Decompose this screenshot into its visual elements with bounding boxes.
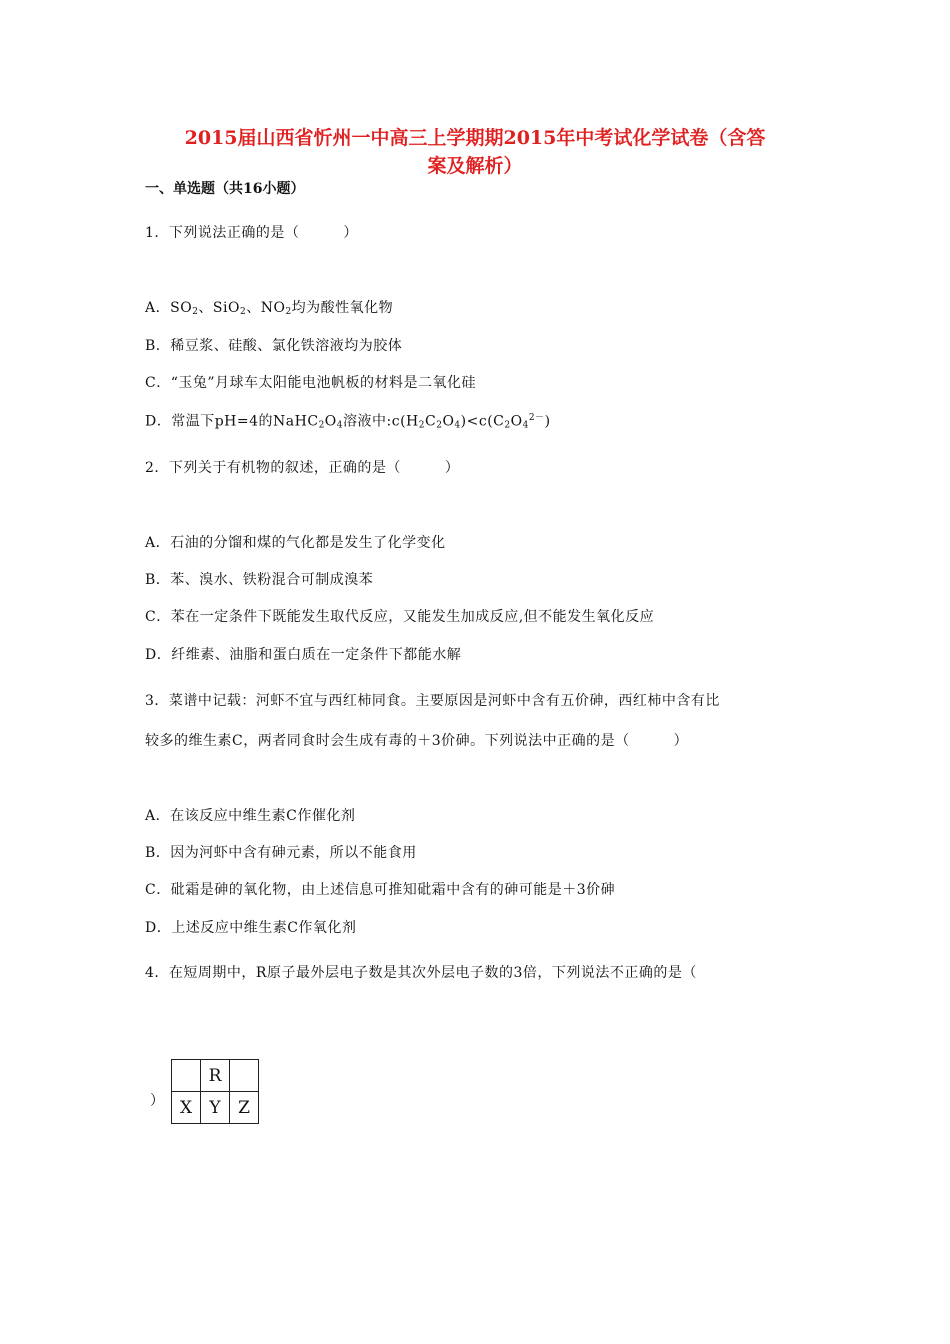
- periodic-table-fragment: [171, 1059, 259, 1124]
- question-2-stem: 2．下列关于有机物的叙述，正确的是（ ）: [145, 460, 460, 476]
- question-1-stem: 1．下列说法正确的是（ ）: [145, 225, 358, 241]
- table-row: [172, 1092, 259, 1124]
- document-title: [130, 124, 820, 180]
- table-cell: [172, 1060, 201, 1092]
- question-1-option-c: C．“玉兔”月球车太阳能电池帆板的材料是二氧化硅: [145, 375, 477, 391]
- question-2-option-a: A．石油的分馏和煤的气化都是发生了化学变化: [145, 535, 446, 551]
- question-3-option-c: C．砒霜是砷的氧化物，由上述信息可推知砒霜中含有的砷可能是＋3价砷: [145, 882, 616, 898]
- question-3-option-b: B．因为河虾中含有砷元素，所以不能食用: [145, 845, 417, 861]
- question-2-option-c: C．苯在一定条件下既能发生取代反应，又能发生加成反应,但不能发生氧化反应: [145, 609, 655, 625]
- question-2-option-d: D．纤维素、油脂和蛋白质在一定条件下都能水解: [145, 647, 462, 663]
- question-4-stem: 4．在短周期中，R原子最外层电子数是其次外层电子数的3倍，下列说法不正确的是（: [145, 965, 697, 981]
- question-3-option-a: A．在该反应中维生素C作催化剂: [145, 808, 356, 824]
- question-3-stem-line-2: 较多的维生素C，两者同食时会生成有毒的＋3价砷。下列说法中正确的是（ ）: [145, 733, 689, 749]
- table-cell-r: R: [201, 1060, 230, 1092]
- question-3-option-d: D．上述反应中维生素C作氧化剂: [145, 920, 357, 936]
- table-cell-y: Y: [201, 1092, 230, 1124]
- question-2-option-b: B．苯、溴水、铁粉混合可制成溴苯: [145, 572, 374, 588]
- question-1-option-b: B．稀豆浆、硅酸、氯化铁溶液均为胶体: [145, 338, 403, 354]
- title-line-2: 案及解析）: [427, 155, 523, 177]
- question-4-closing-paren: ）: [150, 1093, 164, 1109]
- question-1-option-a: A．$SO_2$、SiO$_2$、$NO_2$均为酸性氧化物: [145, 300, 394, 317]
- table-cell-x: X: [172, 1092, 201, 1124]
- question-3-stem-line-1: 3．菜谱中记载：河虾不宜与西红柿同食。主要原因是河虾中含有五价砷，西红柿中含有比: [145, 693, 720, 709]
- section-heading: 一、单选题（共16小题）: [145, 181, 305, 197]
- question-1-option-d: D．常温下pH=4的$NaHC_2O_4$溶液中$:c(H_2C_2O_4)<c(C_2O_4^{2-})$: [145, 413, 551, 431]
- table-row: [172, 1060, 259, 1092]
- title-line-1: 2015届山西省忻州一中高三上学期期2015年中考试化学试卷（含答: [184, 127, 766, 149]
- table-cell-z: Z: [230, 1092, 259, 1124]
- table-cell: [230, 1060, 259, 1092]
